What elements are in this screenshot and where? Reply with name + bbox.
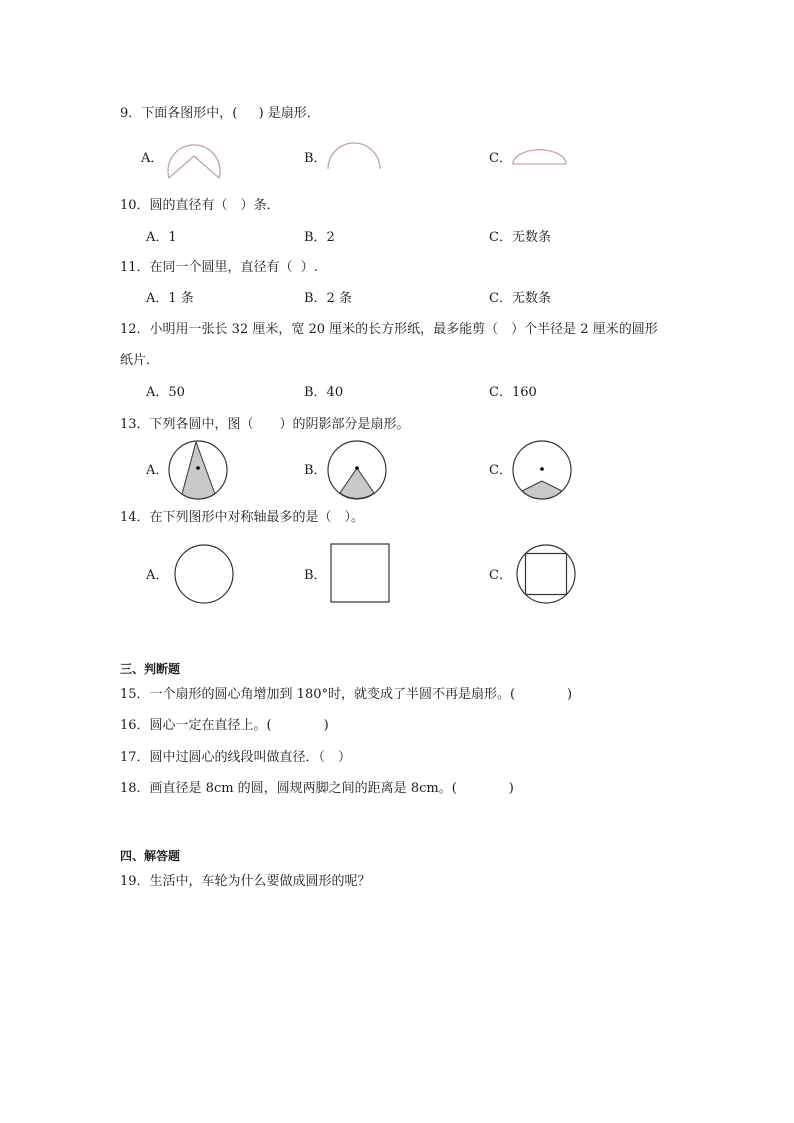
q14-option-c-figure — [515, 543, 579, 607]
q12-option-c: C．160 — [489, 385, 537, 400]
q12-option-a: A．50 — [146, 385, 185, 400]
q9-option-a-label: A． — [141, 151, 164, 166]
q14-option-b-figure — [330, 543, 392, 605]
q13-option-a-figure — [167, 439, 231, 503]
q14b-square — [331, 544, 389, 602]
q13-option-c-label: C． — [489, 463, 512, 478]
q10-stem: 10．圆的直径有（ ）条． — [120, 198, 280, 213]
q13b-shaded-sector — [340, 468, 374, 499]
q9-option-c-label: C． — [489, 151, 512, 166]
q11-option-c: C．无数条 — [489, 291, 551, 306]
q18-stem: 18．画直径是 8cm 的圆，圆规两脚之间的距离是 8cm。( ) — [120, 781, 514, 796]
q13-option-b-figure — [326, 439, 390, 503]
q10-option-a: A．1 — [146, 230, 177, 245]
q11-option-a: A．1 条 — [146, 291, 194, 306]
q13c-center-dot — [540, 467, 544, 471]
q13-stem: 13．下列各圆中，图（ ）的阴影部分是扇形。 — [120, 417, 410, 432]
q14-option-a-figure — [173, 543, 237, 607]
q13-option-a-label: A． — [146, 463, 169, 478]
section-3-title: 三、判断题 — [120, 662, 181, 676]
q10-option-c: C．无数条 — [489, 230, 551, 245]
q14-option-c-label: C． — [489, 568, 512, 583]
q12-stem-line1: 12．小明用一张长 32 厘米，宽 20 厘米的长方形纸，最多能剪（ ）个半径是 2 厘米的圆形 — [120, 322, 658, 337]
q14-option-b-label: B． — [304, 568, 327, 583]
q12-stem-line2: 纸片． — [120, 353, 160, 368]
q9-option-a-figure — [165, 136, 225, 181]
q14c-inscribed-square — [526, 554, 567, 595]
q9-arc-open — [328, 143, 380, 169]
q9-stem: 9．下面各图形中，( ) 是扇形． — [120, 106, 320, 121]
q9-segment — [513, 150, 566, 164]
q13a-shaded-region — [182, 442, 215, 499]
q9-option-b-label: B． — [304, 151, 327, 166]
q16-stem: 16．圆心一定在直径上。( ) — [120, 718, 329, 733]
q19-stem: 19．生活中，车轮为什么要做成圆形的呢？ — [120, 874, 371, 889]
q13c-shaded-region — [522, 481, 562, 499]
q9-option-c-figure — [511, 144, 571, 174]
section-4-title: 四、解答题 — [120, 849, 181, 863]
q13b-center-dot — [355, 466, 359, 470]
q9-option-b-figure — [326, 138, 386, 178]
q13-option-b-label: B． — [304, 463, 327, 478]
q14-option-a-label: A． — [146, 568, 169, 583]
q9-arc-with-notch — [168, 145, 220, 178]
q17-stem: 17．圆中过圆心的线段叫做直径．（ ） — [120, 750, 352, 765]
q13-option-c-figure — [511, 439, 575, 503]
q12-option-b: B．40 — [304, 385, 344, 400]
q10-option-b: B．2 — [304, 230, 335, 245]
q11-stem: 11．在同一个圆里，直径有（ ）. — [120, 260, 318, 275]
q14-stem: 14．在下列图形中对称轴最多的是（ ）。 — [120, 510, 365, 525]
q13a-center-dot — [196, 466, 200, 470]
q11-option-b: B．2 条 — [304, 291, 352, 306]
q15-stem: 15．一个扇形的圆心角增加到 180°时，就变成了半圆不再是扇形。( ) — [120, 687, 573, 702]
q14a-circle — [175, 545, 233, 603]
